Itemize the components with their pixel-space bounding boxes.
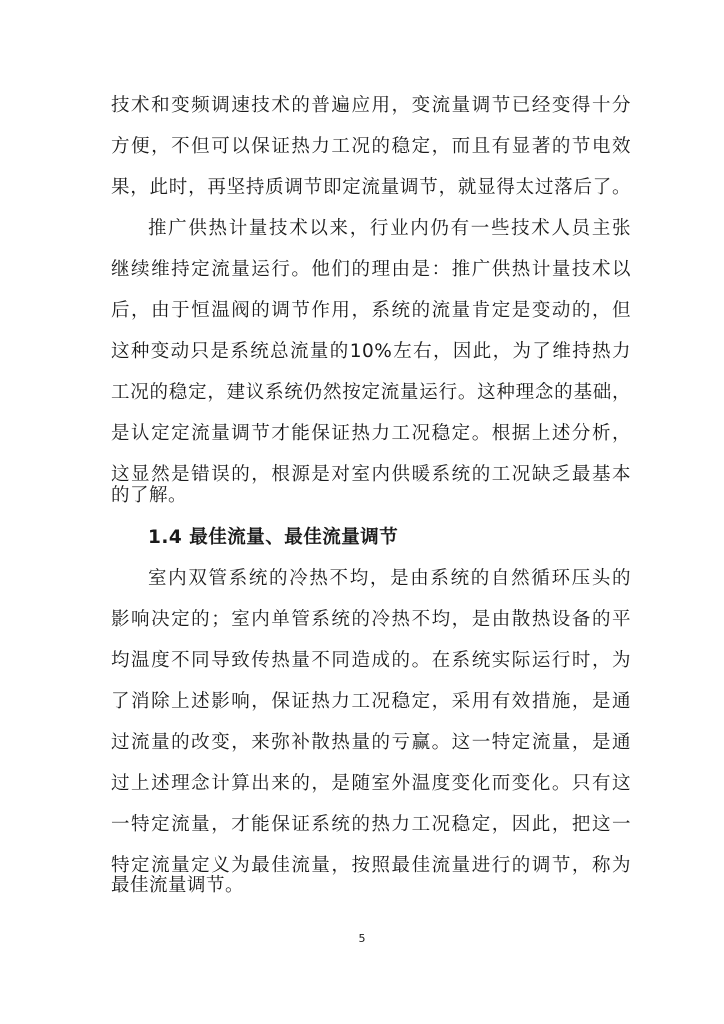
paragraph-2-line-3: 后，由于恒温阀的调节作用，系统的流量肯定是变动的，但	[111, 300, 631, 321]
paragraph-3-line-7: 一特定流量，才能保证系统的热力工况稳定，因此，把这一	[111, 814, 631, 835]
paragraph-1-line-2: 方便，不但可以保证热力工况的稳定，而且有显著的节电效	[111, 136, 631, 157]
paragraph-3-line-4: 了消除上述影响，保证热力工况稳定，采用有效措施，是通	[111, 691, 631, 712]
paragraph-3-line-6: 过上述理念计算出来的，是随室外温度变化而变化。只有这	[111, 773, 631, 794]
paragraph-3-line-1: 室内双管系统的冷热不均，是由系统的自然循环压头的	[148, 568, 631, 589]
paragraph-2-line-6: 是认定定流量调节才能保证热力工况稳定。根据上述分析，	[111, 423, 631, 444]
paragraph-2-line-7: 这显然是错误的，根源是对室内供暖系统的工况缺乏最基本	[111, 464, 631, 485]
paragraph-2-line-4: 这种变动只是系统总流量的10%左右，因此，为了维持热力	[111, 341, 631, 362]
section-heading: 1.4 最佳流量、最佳流量调节	[148, 527, 399, 548]
paragraph-3-line-3: 均温度不同导致传热量不同造成的。在系统实际运行时，为	[111, 650, 631, 671]
paragraph-1-line-1: 技术和变频调速技术的普遍应用，变流量调节已经变得十分	[111, 95, 631, 116]
paragraph-3-line-2: 影响决定的；室内单管系统的冷热不均，是由散热设备的平	[111, 609, 631, 630]
paragraph-2-line-5: 工况的稳定，建议系统仍然按定流量运行。这种理念的基础，	[111, 382, 631, 403]
paragraph-3-line-9: 最佳流量调节。	[111, 875, 245, 896]
paragraph-2-line-8: 的了解。	[111, 485, 188, 506]
paragraph-2-line-2: 继续维持定流量运行。他们的理由是：推广供热计量技术以	[111, 259, 631, 280]
paragraph-3-line-5: 过流量的改变，来弥补散热量的亏赢。这一特定流量，是通	[111, 732, 631, 753]
paragraph-1-line-3: 果，此时，再坚持质调节即定流量调节，就显得太过落后了。	[111, 177, 631, 198]
paragraph-3-line-8: 特定流量定义为最佳流量，按照最佳流量进行的调节，称为	[111, 855, 631, 876]
paragraph-2-line-1: 推广供热计量技术以来，行业内仍有一些技术人员主张	[148, 218, 631, 239]
page-number: 5	[358, 932, 366, 945]
